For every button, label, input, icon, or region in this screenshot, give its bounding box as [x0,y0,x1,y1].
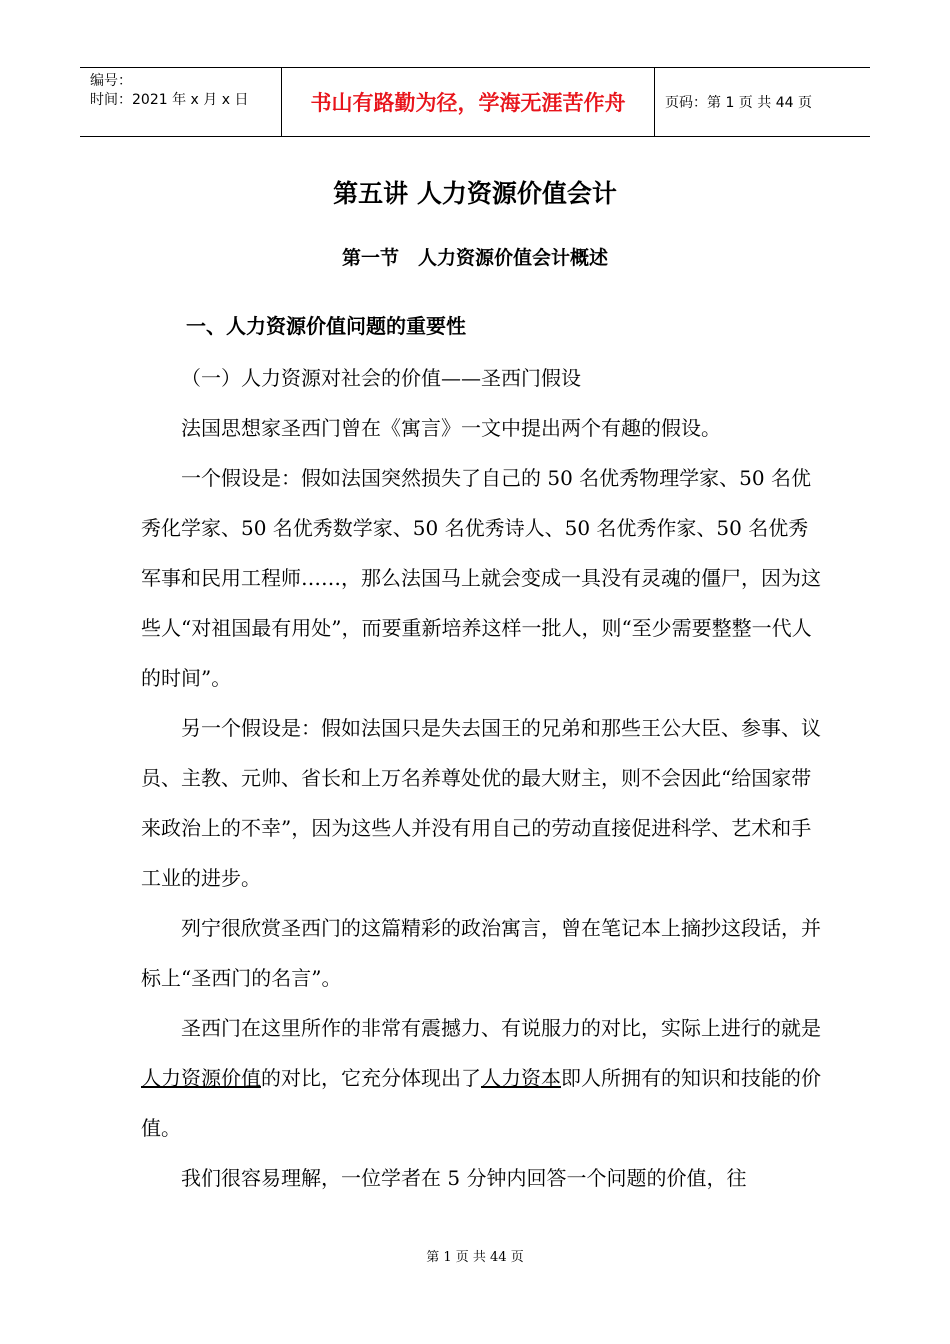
header-page-info: 页码：第 1 页 共 44 页 [665,95,812,111]
page-footer: 第 1 页 共 44 页 [426,1250,524,1265]
heading-1: 一、人力资源价值问题的重要性 [186,314,466,338]
underlined-term: 人力资本 [481,1066,561,1090]
date-label: 时间：2021 年 x 月 x 日 [90,92,249,108]
paragraph: 法国思想家圣西门曾在《寓言》一文中提出两个有趣的假设。 [181,416,721,440]
body-text [141,353,821,1203]
paragraph: 另一个假设是：假如法国只是失去国王的兄弟和那些王公大臣、参事、议员、主教、元帅、省长和上万名养尊处优的最大财主，则不会因此“给国家带来政治上的不幸”，因为这些人并没有用自己的劳动直接促进科学、艺术和手工业的进步。 [141,716,821,890]
section-title: 第一节 人力资源价值会计概述 [341,247,608,269]
header-table [80,67,870,137]
paragraph: 列宁很欣赏圣西门的这篇精彩的政治寓言，曾在笔记本上摘抄这段话，并标上“圣西门的名言”。 [141,916,821,990]
header-meta-cell [80,68,282,136]
text-run: 圣西门在这里所作的非常有震撼力、有说服力的对比，实际上进行的就是 [181,1016,821,1040]
document-title: 第五讲 人力资源价值会计 [333,179,617,208]
text-run: 即人所拥有的知识和技能的价值。 [141,1066,821,1140]
paragraph [141,1003,821,1153]
number-label: 编号： [90,73,132,89]
text-run: 的对比，它充分体现出了 [261,1066,481,1090]
paragraph: 一个假设是：假如法国突然损失了自己的 50 名优秀物理学家、50 名优秀化学家、50 名优秀数学家、50 名优秀诗人、50 名优秀作家、50 名优秀军事和民用工程师……，那么法国马上就会变成一具没有灵魂的僵尸，因为这些人“对祖国最有用处”，而要重新培养这样一批人，则“至少需要整整一代人的时间”。 [141,466,821,690]
underlined-term: 人力资源价值 [141,1066,261,1090]
header-motto: 书山有路勤为径，学海无涯苦作舟 [282,68,655,136]
paragraph: （一）人力资源对社会的价值——圣西门假设 [181,366,581,390]
paragraph: 我们很容易理解，一位学者在 5 分钟内回答一个问题的价值，往 [181,1166,747,1190]
